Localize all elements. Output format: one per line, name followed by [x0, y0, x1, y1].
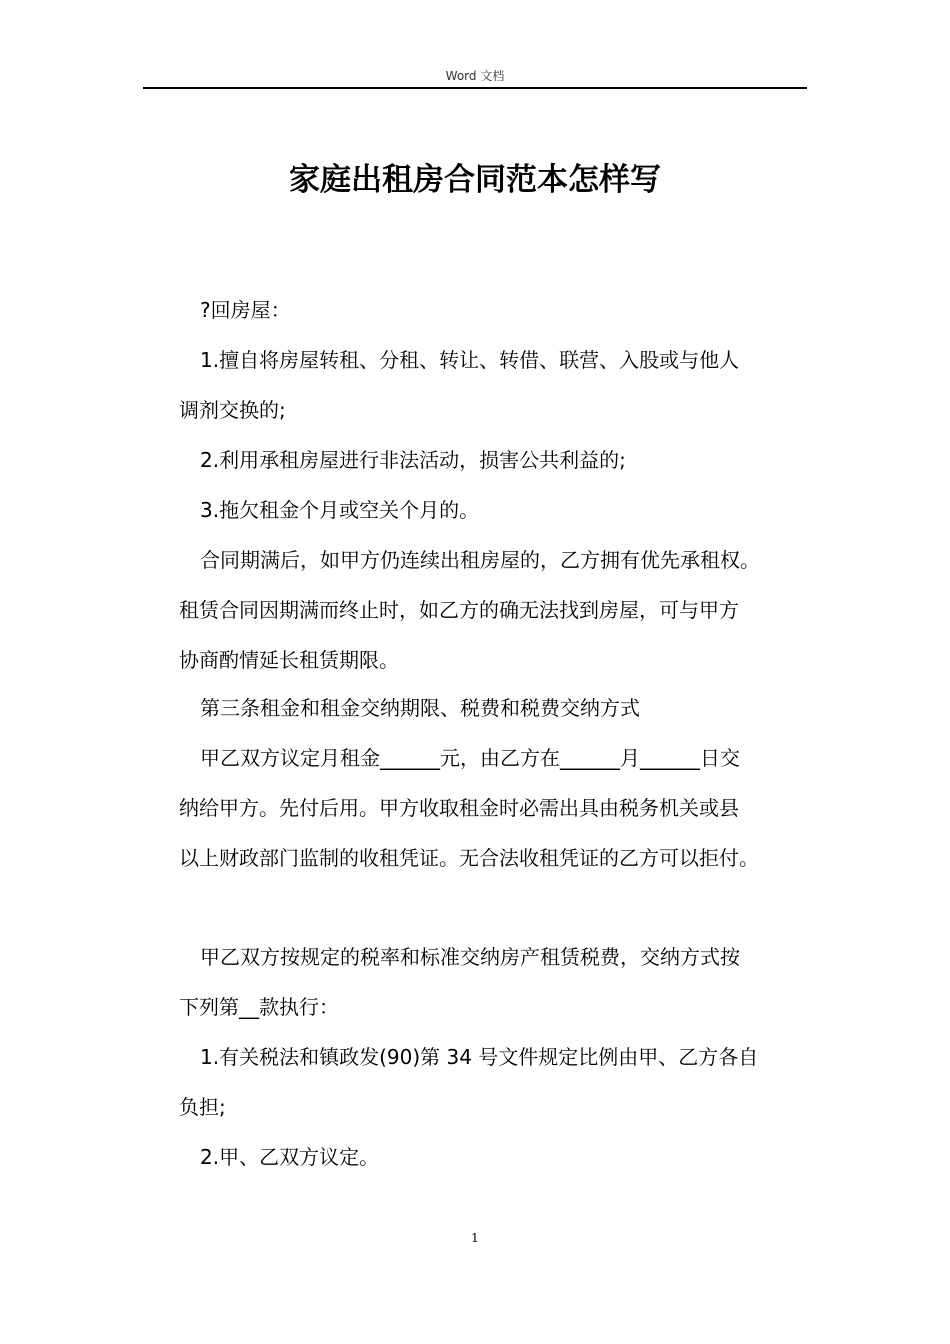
paragraph-line: 租赁合同因期满而终止时，如乙方的确无法找到房屋，可与甲方 [179, 598, 739, 622]
paragraph-line: 3.拖欠租金个月或空关个月的。 [200, 498, 480, 522]
paragraph-line: 协商酌情延长租赁期限。 [179, 648, 399, 672]
paragraph-line: 甲乙双方按规定的税率和标准交纳房产租赁税费，交纳方式按 [200, 945, 740, 969]
document-title: 家庭出租房合同范本怎样写 [289, 162, 661, 198]
paragraph-line: 2.利用承租房屋进行非法活动，损害公共利益的; [200, 448, 626, 472]
header-divider [143, 87, 807, 89]
paragraph-line: 1.擅自将房屋转租、分租、转让、转借、联营、入股或与他人 [200, 348, 740, 372]
section-heading: 第三条租金和租金交纳期限、税费和税费交纳方式 [200, 696, 640, 720]
paragraph-line: 负担; [179, 1095, 226, 1119]
page-number: 1 [471, 1231, 479, 1245]
paragraph-line: 下列第__款执行： [179, 995, 339, 1019]
paragraph-line: 2.甲、乙双方议定。 [200, 1145, 380, 1169]
page-header [143, 68, 807, 90]
header-text: Word 文档 [445, 69, 505, 83]
paragraph-line: 调剂交换的; [179, 398, 286, 422]
paragraph-line: ?回房屋： [200, 298, 291, 322]
paragraph-line: 合同期满后，如甲方仍连续出租房屋的，乙方拥有优先承租权。 [200, 548, 760, 572]
paragraph-line: 甲乙双方议定月租金______元，由乙方在______月______日交 [200, 746, 740, 770]
paragraph-line: 以上财政部门监制的收租凭证。无合法收租凭证的乙方可以拒付。 [179, 846, 759, 870]
paragraph-line: 纳给甲方。先付后用。甲方收取租金时必需出具由税务机关或县 [179, 796, 739, 820]
paragraph-line: 1.有关税法和镇政发(90)第 34 号文件规定比例由甲、乙方各自 [200, 1045, 759, 1069]
